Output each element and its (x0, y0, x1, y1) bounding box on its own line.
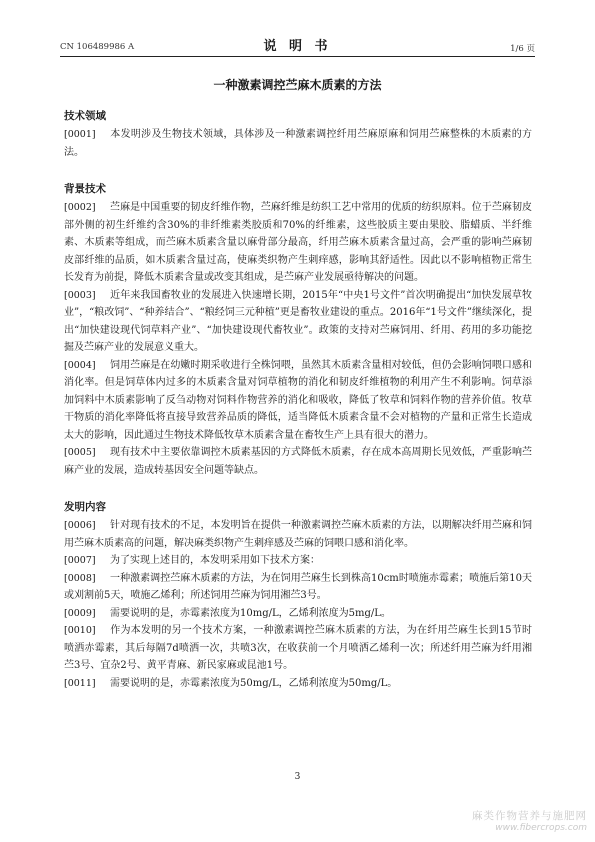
watermark-site-name: 麻类作物营养与施肥网 (472, 810, 587, 822)
paragraph (64, 199, 532, 287)
paragraph (64, 675, 532, 693)
site-watermark (472, 808, 587, 833)
paragraph-text: 需要说明的是，赤霉素浓度为50mg/L，乙烯利浓度为50mg/L。 (110, 677, 398, 689)
paragraph-text: 需要说明的是，赤霉素浓度为10mg/L，乙烯利浓度为5mg/L。 (110, 607, 391, 619)
paragraph-number: [0009] (64, 607, 96, 619)
watermark-url: www.fibercrops.com (495, 823, 587, 833)
paragraph (64, 605, 532, 623)
paragraph-text: 一种激素调控苎麻木质素的方法，为在饲用苎麻生长到株高10cm时喷施赤霉素；喷施后第10天或刈割前5天，喷施乙烯利；所述饲用苎麻为饲用湘苎3号。 (64, 572, 532, 601)
paragraph-number: [0010] (64, 625, 96, 636)
paragraph (64, 444, 532, 479)
section-heading: 背景技术 (64, 183, 106, 195)
paragraph-number: [0001] (64, 129, 96, 140)
paragraph (64, 357, 532, 445)
paragraph (64, 622, 532, 675)
header-divider (60, 56, 535, 57)
paragraph-number: [0005] (64, 447, 96, 458)
document-title: 一种激素调控苎麻木质素的方法 (213, 78, 382, 92)
paragraph-text: 苎麻是中国重要的韧皮纤维作物，苎麻纤维是纺织工艺中常用的优质的纺织原料。位于苎麻韧皮部外侧的初生纤维约含30%的非纤维素类胶质和70%的纤维素，这些胶质主要由果胶、脂蜡质、半纤维素、木质素等组成，而苎麻木质素含量以麻骨部分最高，纤用苎麻木质素含量过高，会严重的影响苎麻韧皮部纤维的品质，如木质素含量过高，使麻类织物产生刺痒感，影响其舒适性。因此以不影响植物正常生长发育为前提，降低木质素含量或改变其组成，是苎麻产业发展亟待解决的问题。 (64, 202, 532, 283)
paragraph-number: [0003] (64, 289, 96, 301)
paragraph-text: 为了实现上述目的，本发明采用如下技术方案： (110, 555, 320, 566)
patent-number: CN 106489986 A (60, 42, 135, 52)
paragraph-number: [0002] (64, 202, 96, 213)
paragraph-text: 本发明涉及生物技术领域，具体涉及一种激素调控纤用苎麻原麻和饲用苎麻整株的木质素的方法。 (64, 129, 532, 158)
paragraph-text: 近年来我国畜牧业的发展进入快速增长期，2015年“中央1号文件”首次明确提出“加快发展草牧业”，“粮改饲”、“种养结合”、“粮经饲三元种植”更是畜牧业建设的重点。2016年“1号文件”继续深化，提出“加快建设现代饲草料产业”、“加快建设现代畜牧业”。政策的支持对苎麻饲用、纤用、药用的多功能挖掘及苎麻产业的发展意义重大。 (64, 289, 532, 353)
paragraph-text: 现有技术中主要依靠调控木质素基因的方式降低木质素，存在成本高周期长见效低，严重影响苎麻产业的发展，造成转基因安全问题等缺点。 (64, 447, 532, 476)
paragraph (64, 552, 532, 570)
paragraph-number: [0006] (64, 520, 96, 531)
paragraph (64, 287, 532, 357)
paragraph (64, 126, 532, 161)
section-heading: 发明内容 (64, 501, 106, 513)
paragraph-text: 针对现有技术的不足，本发明旨在提供一种激素调控苎麻木质素的方法，以期解决纤用苎麻和饲用苎麻木质素高的问题，解决麻类织物产生刺痒感及苎麻的饲喂口感和消化率。 (64, 520, 532, 549)
paragraph-number: [0011] (64, 677, 96, 689)
document-type: 说 明 书 (263, 39, 332, 54)
section-heading: 技术领域 (64, 110, 106, 122)
paragraph-number: [0004] (64, 359, 96, 371)
page-info: 1/6 页 (510, 44, 535, 54)
paragraph (64, 517, 532, 552)
paragraph-number: [0008] (64, 572, 96, 584)
paragraph (64, 570, 532, 605)
paragraph-text: 饲用苎麻是在幼嫩时期采收进行全株饲喂，虽然其木质素含量相对较低，但仍会影响饲喂口感和消化率。但是饲草体内过多的木质素含量对饲草植物的消化和韧皮纤维植物的利用产生不利影响。饲草添加饲料中木质素影响了反刍动物对饲料作物营养的消化和吸收，降低了牧草和饲料作物的营养价值。牧草干物质的消化率降低将直接导致营养品质的降低，适当降低木质素含量不会对植物的产量和正常生长造成太大的影响，因此通过生物技术降低牧草木质素含量在畜牧生产上具有很大的潜力。 (64, 359, 532, 441)
page-number: 3 (294, 772, 301, 782)
document-body (64, 108, 532, 692)
paragraph-number: [0007] (64, 555, 96, 566)
paragraph-text: 作为本发明的另一个技术方案，一种激素调控苎麻木质素的方法，为在纤用苎麻生长到15节时喷洒赤霉素，其后每隔7d喷洒一次，共喷3次，在收获前一个月喷洒乙烯利一次；所述纤用苎麻为纤用湘苎3号、宜杂2号、黄平青麻、新民家麻或昆池1号。 (64, 625, 532, 671)
